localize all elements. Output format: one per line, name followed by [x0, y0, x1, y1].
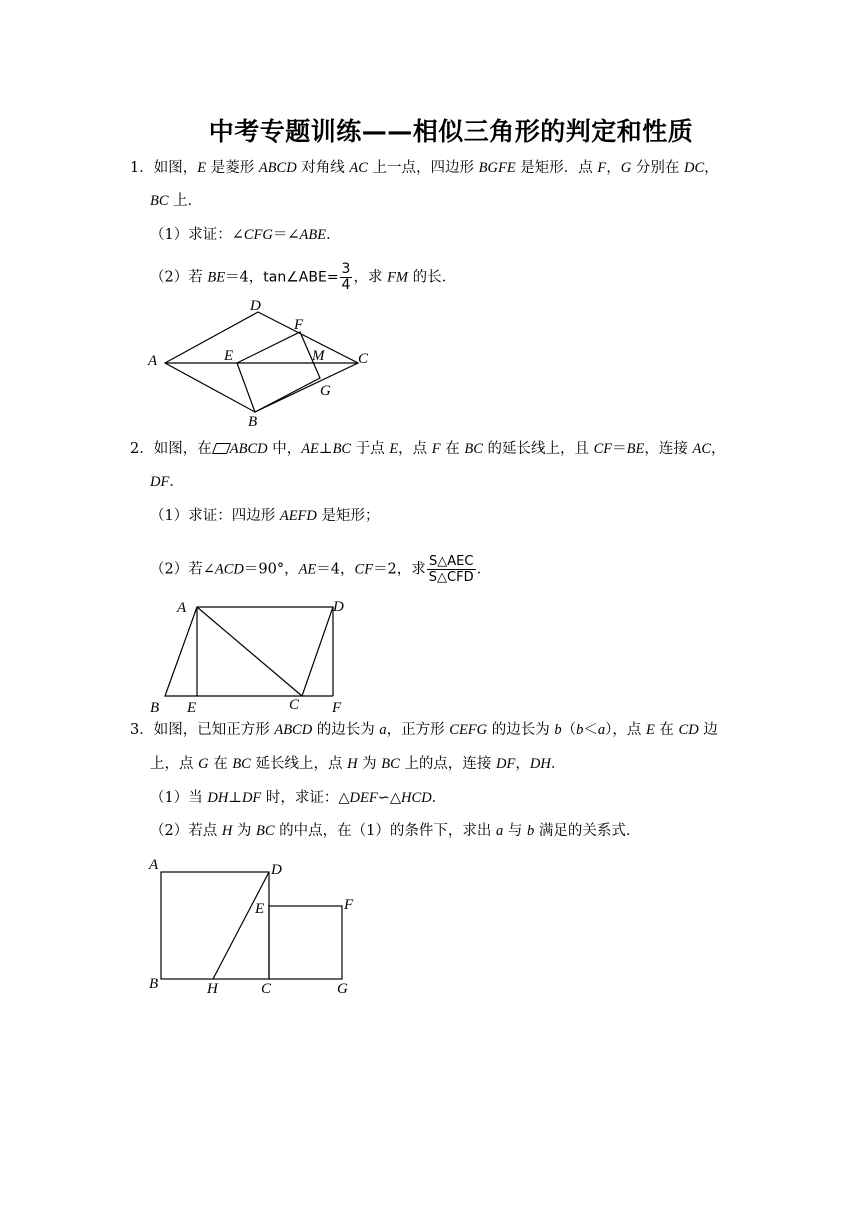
rectangle-bgfe	[237, 332, 320, 412]
label-H: H	[207, 981, 218, 997]
segment-dh	[213, 872, 269, 979]
fraction-3-4: $\frac{3}{4}$	[341, 261, 351, 293]
problem-3-part-2: （2）若点 H 为 BC 的中点，在（1）的条件下，求出 a 与 b 满足的关系式．	[150, 823, 641, 839]
label-E: E	[187, 700, 197, 716]
problem-1-line-1: 1．如图，E 是菱形 ABCD 对角线 AC 上一点，四边形 BGFE 是矩形．点 F，G 分别在 DC，	[130, 160, 719, 176]
label-G: G	[337, 981, 348, 997]
problem-2-line-1: 2．如图，在 ABCD 中，AE⊥BC 于点 E，点 F 在 BC 的延长线上，且 CF＝BE，连接 AC，	[130, 441, 726, 457]
label-A: A	[177, 600, 187, 616]
label-A: A	[149, 857, 159, 873]
rhombus-figure	[140, 292, 390, 432]
problem-1-line-2: BC 上．	[150, 193, 203, 209]
problem-2-line-2: DF．	[150, 474, 184, 490]
label-F: F	[332, 700, 342, 716]
area-ratio-fraction: $\frac{\text{S△AEC}}{\text{S△CFD}}$	[428, 554, 474, 585]
square-abcd	[161, 872, 269, 979]
label-E: E	[255, 901, 265, 917]
square-cefg	[269, 906, 342, 979]
problem-2-part-2: （2）若∠ACD＝90°，AE＝4，CF＝2，求 $\frac{\text{S△AEC}}{\text{S△CFD}}$ ．	[150, 554, 492, 585]
page-title: 中考专题训练——相似三角形的判定和性质	[208, 117, 694, 146]
label-M: M	[312, 348, 325, 364]
label-D: D	[250, 298, 261, 314]
problem-3-line-2: 上，点 G 在 BC 延长线上，点 H 为 BC 上的点，连接 DF，DH．	[150, 756, 566, 772]
label-A: A	[148, 353, 158, 369]
problem-1-part-1: （1）求证：∠CFG＝∠ABE．	[150, 227, 341, 243]
parallelogram-icon	[212, 443, 231, 454]
label-B: B	[150, 700, 160, 716]
squares-figure	[140, 852, 370, 1002]
problem-1-part-2: （2）若 BE＝4，tan∠ABE= $\frac{3}{4}$ ，求 FM 的长．	[150, 261, 457, 293]
label-E: E	[224, 348, 234, 364]
label-C: C	[261, 981, 272, 997]
problem-2-part-1: （1）求证：四边形 AEFD 是矩形；	[150, 508, 380, 524]
parallelogram-figure	[140, 595, 370, 720]
label-F: F	[344, 897, 354, 913]
label-D: D	[271, 862, 282, 878]
label-G: G	[320, 383, 331, 399]
diagonal-ac	[197, 607, 302, 696]
label-C: C	[289, 697, 300, 713]
label-B: B	[149, 976, 159, 992]
problem-3-line-1: 3．如图，已知正方形 ABCD 的边长为 a，正方形 CEFG 的边长为 b（b＜a），点 E 在 CD 边	[130, 722, 718, 738]
label-C: C	[358, 351, 369, 367]
label-B: B	[248, 414, 258, 430]
label-F: F	[294, 317, 304, 333]
label-D: D	[333, 599, 344, 615]
problem-3-part-1: （1）当 DH⊥DF 时，求证：△DEF∽△HCD．	[150, 790, 447, 806]
